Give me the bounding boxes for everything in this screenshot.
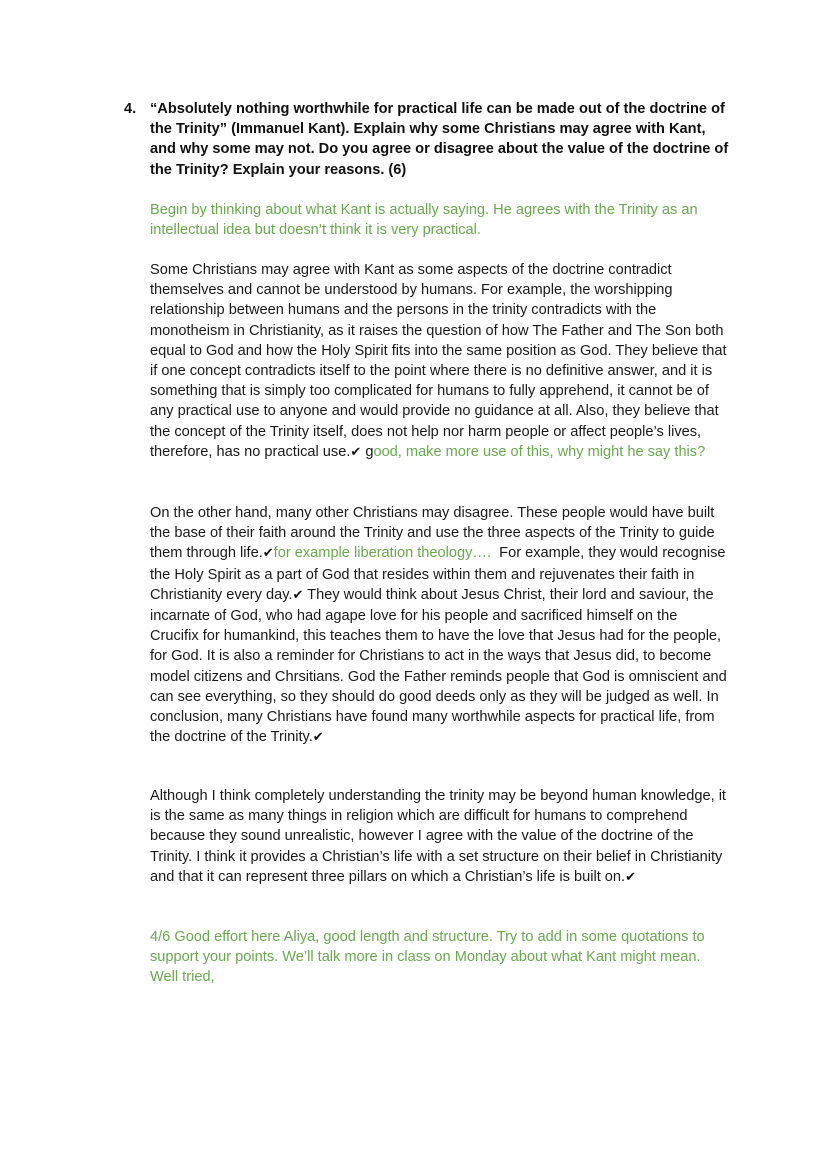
teacher-feedback: 4/6 Good effort here Aliya, good length and structure. Try to add in some quotations to support your points. We’ll talk more in class on Monday about what Kant might mean. Well tried, (150, 929, 705, 986)
paragraph-text: They would think about Jesus Christ, their lord and saviour, the incarnate of God, who had agape love for his people and sacrificed himself on the Crucifix for humankind, this teaches them to have the love that Jesus had for the people, for God. It is also a reminder for Christians to act in the ways that Jesus did, to become model citizens and Chrsitians. God the Father reminds people that God is omniscient and can see everything, so they should do good deeds only as they will be judged as well. In conclusion, many Christians have found many worthwhile aspects for practical life, from the doctrine of the Trinity. (150, 586, 727, 746)
question-block (124, 99, 734, 180)
paragraph-text: Although I think completely understanding the trinity may be beyond human knowledge, it is the same as many things in religion which are difficult for humans to comprehend because they sound unrealistic, however I agree with the value of the doctrine of the Trinity. I think it provides a Christian’s life with a set structure on their belief in Christianity and that it can represent three pillars on which a Christian’s life is built on. (150, 788, 726, 885)
paragraph-text: Some Christians may agree with Kant as some aspects of the doctrine contradict themselves and cannot be understood by humans. For example, the worshipping relationship between humans and the persons in the trinity contradicts with the monotheism in Christianity, as it raises the question of how The Father and The Son both equal to God and how the Holy Spirit fits into the same position as God. They believe that if one concept contradicts itself to the point where there is no definitive answer, and it is something that is simply too complicated for humans to fully apprehend, it cannot be of any practical use to anyone and would provide no guidance at all. Also, they believe that the concept of the Trinity itself, does not help nor harm people or affect people’s lives, therefore, has no practical use. (150, 262, 727, 460)
answer-paragraph-disagree (150, 503, 730, 748)
check-mark-icon: ✔ (312, 730, 324, 746)
answer-paragraph-agree (150, 260, 730, 463)
paragraph-text: For example, they would recognise the Holy Spirit as a part of God that resides within them and rejuvenates their faith in Christianity every day. (150, 545, 730, 603)
teacher-inline-comment: ood, make more use of this, why might he say this? (373, 443, 706, 460)
teacher-inline-comment: for example liberation theology…. (273, 545, 492, 562)
check-mark-icon: ✔ (292, 587, 304, 603)
check-mark-icon: ✔ (262, 546, 274, 562)
comment-first-letter: g (361, 443, 374, 460)
answer-paragraph-opinion (150, 786, 730, 888)
paragraph-text: On the other hand, many other Christians may disagree. These people would have built the base of their faith around the Trinity and use the three aspects of the Trinity to guide them through life. (150, 505, 715, 562)
question-text: “Absolutely nothing worthwhile for practical life can be made out of the doctrine of the Trinity” (Immanuel Kant). Explain why some Christians may agree with Kant, and why some may not. Do you agree or disagree about the value of the doctrine of the Trinity? Explain your reasons. (6) (150, 101, 729, 178)
check-mark-icon: ✔ (625, 869, 636, 885)
teacher-intro-comment: Begin by thinking about what Kant is actually saying. He agrees with the Trinity as an intellectual idea but doesn’t think it is very practical. (150, 202, 698, 239)
question-number: 4. (124, 101, 137, 117)
check-mark-icon: ✔ (350, 444, 362, 460)
